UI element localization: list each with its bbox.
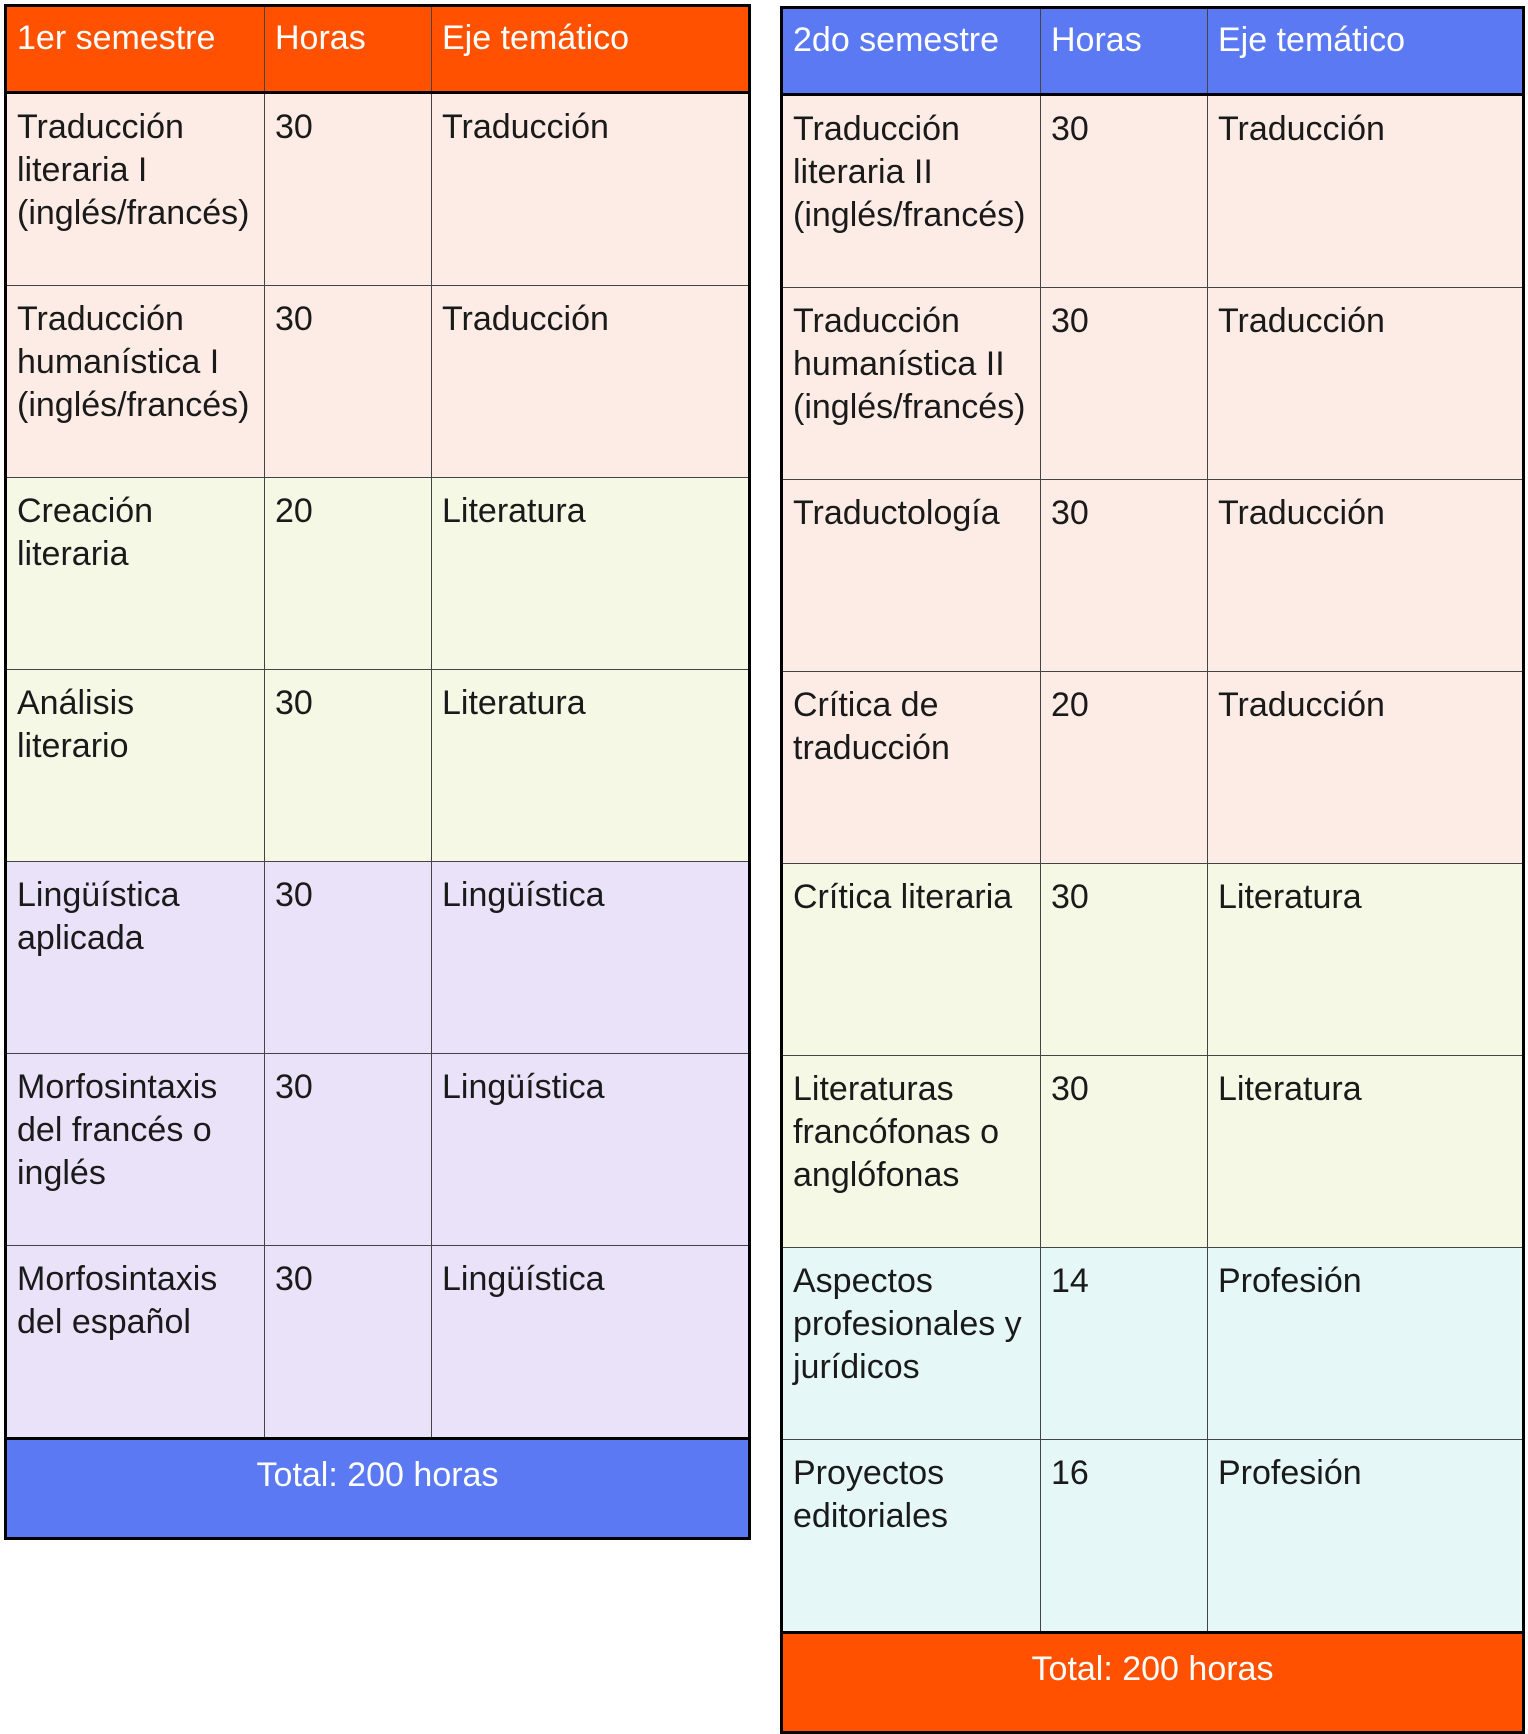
- hours-cell: 30: [1041, 480, 1208, 672]
- course-name-cell: Morfosintaxis del francés o inglés: [6, 1054, 265, 1246]
- table-row: [782, 1056, 1524, 1248]
- hours-cell: 14: [1041, 1248, 1208, 1440]
- course-name-cell: Crítica literaria: [782, 864, 1041, 1056]
- table-row: [782, 672, 1524, 864]
- course-name-cell: Traducción humanística II (inglés/francés): [782, 288, 1041, 480]
- course-name-cell: Traducción literaria II (inglés/francés): [782, 95, 1041, 288]
- hours-cell: 30: [265, 670, 432, 862]
- second-semester-table: [780, 6, 1525, 1734]
- hours-cell: 30: [265, 286, 432, 478]
- table-row: [6, 670, 750, 862]
- hours-cell: 16: [1041, 1440, 1208, 1633]
- thematic-axis-cell: Profesión: [1208, 1248, 1524, 1440]
- thematic-axis-cell: Profesión: [1208, 1440, 1524, 1633]
- course-name-cell: Morfosintaxis del español: [6, 1246, 265, 1439]
- total-row: [6, 1439, 750, 1539]
- hours-cell: 30: [265, 862, 432, 1054]
- table-row: [6, 286, 750, 478]
- hours-cell: 20: [1041, 672, 1208, 864]
- thematic-axis-cell: Literatura: [1208, 1056, 1524, 1248]
- thematic-axis-cell: Traducción: [1208, 288, 1524, 480]
- thematic-axis-cell: Traducción: [1208, 480, 1524, 672]
- thematic-axis-cell: Traducción: [432, 93, 750, 286]
- hours-cell: 30: [265, 1246, 432, 1439]
- header-axis: Eje temático: [1208, 8, 1524, 95]
- thematic-axis-cell: Literatura: [432, 478, 750, 670]
- course-name-cell: Traducción humanística I (inglés/francés): [6, 286, 265, 478]
- table-row: [782, 1440, 1524, 1633]
- header-semester: 1er semestre: [6, 6, 265, 93]
- thematic-axis-cell: Literatura: [1208, 864, 1524, 1056]
- thematic-axis-cell: Lingüística: [432, 1054, 750, 1246]
- table-row: [6, 862, 750, 1054]
- table-row: [782, 864, 1524, 1056]
- course-name-cell: Lingüística aplicada: [6, 862, 265, 1054]
- thematic-axis-cell: Traducción: [432, 286, 750, 478]
- table-row: [782, 1248, 1524, 1440]
- table-row: [6, 478, 750, 670]
- table-row: [6, 1246, 750, 1439]
- header-semester: 2do semestre: [782, 8, 1041, 95]
- course-name-cell: Aspectos profesionales y jurídicos: [782, 1248, 1041, 1440]
- header-hours: Horas: [1041, 8, 1208, 95]
- thematic-axis-cell: Traducción: [1208, 672, 1524, 864]
- course-name-cell: Literaturas francófonas o anglófonas: [782, 1056, 1041, 1248]
- thematic-axis-cell: Lingüística: [432, 862, 750, 1054]
- thematic-axis-cell: Literatura: [432, 670, 750, 862]
- table-header-row: [782, 8, 1524, 95]
- total-hours: Total: 200 horas: [782, 1633, 1524, 1733]
- hours-cell: 20: [265, 478, 432, 670]
- course-name-cell: Análisis literario: [6, 670, 265, 862]
- hours-cell: 30: [1041, 1056, 1208, 1248]
- first-semester-table: [4, 4, 751, 1540]
- course-name-cell: Proyectos editoriales: [782, 1440, 1041, 1633]
- hours-cell: 30: [1041, 288, 1208, 480]
- table-row: [6, 1054, 750, 1246]
- hours-cell: 30: [1041, 95, 1208, 288]
- table-row: [6, 93, 750, 286]
- table-row: [782, 480, 1524, 672]
- hours-cell: 30: [265, 1054, 432, 1246]
- hours-cell: 30: [265, 93, 432, 286]
- course-name-cell: Creación literaria: [6, 478, 265, 670]
- course-name-cell: Traducción literaria I (inglés/francés): [6, 93, 265, 286]
- total-hours: Total: 200 horas: [6, 1439, 750, 1539]
- thematic-axis-cell: Traducción: [1208, 95, 1524, 288]
- table-row: [782, 288, 1524, 480]
- header-hours: Horas: [265, 6, 432, 93]
- course-name-cell: Crítica de traducción: [782, 672, 1041, 864]
- course-rows: [6, 93, 750, 1439]
- table-header-row: [6, 6, 750, 93]
- hours-cell: 30: [1041, 864, 1208, 1056]
- course-rows: [782, 95, 1524, 1633]
- thematic-axis-cell: Lingüística: [432, 1246, 750, 1439]
- table-row: [782, 95, 1524, 288]
- header-axis: Eje temático: [432, 6, 750, 93]
- course-name-cell: Traductología: [782, 480, 1041, 672]
